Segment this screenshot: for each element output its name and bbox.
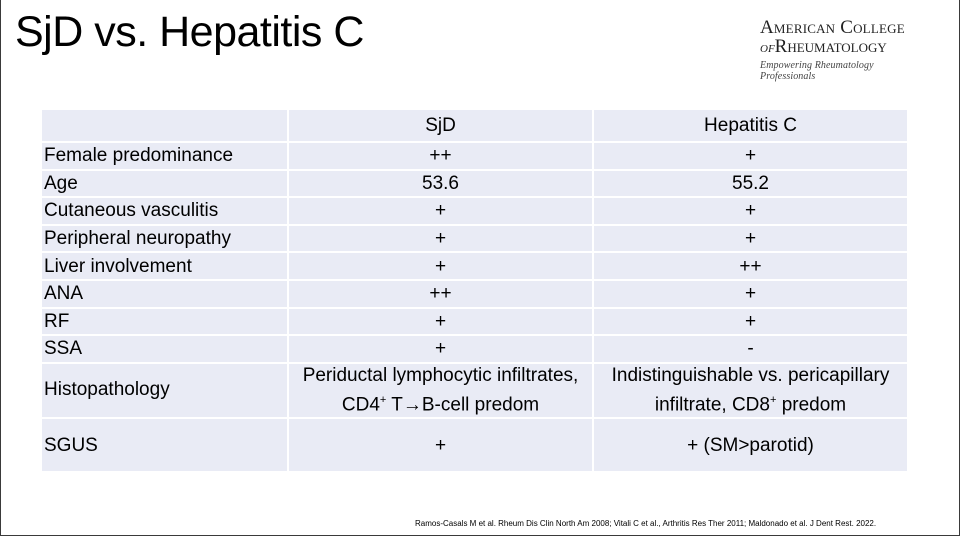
sjd-value: ++ (288, 142, 593, 170)
sjd-value: ++ (288, 280, 593, 308)
hcv-value: + (SM>parotid) (593, 418, 908, 472)
table-row (41, 280, 908, 308)
header-cell-blank (41, 109, 288, 142)
table-row (41, 418, 908, 472)
row-label: Histopathology (41, 363, 288, 418)
row-label: Cutaneous vasculitis (41, 197, 288, 225)
comparison-table (40, 108, 909, 473)
sjd-value: 53.6 (288, 170, 593, 198)
hcv-value: - (593, 335, 908, 363)
row-label: RF (41, 308, 288, 336)
sjd-value: + (288, 335, 593, 363)
table-row (41, 363, 908, 418)
hcv-histo-line-1: Indistinguishable vs. pericapillary (611, 364, 890, 386)
hcv-value (593, 363, 908, 418)
sjd-value: + (288, 225, 593, 253)
table-row (41, 252, 908, 280)
header-cell-sjd: SjD (288, 109, 593, 142)
table-row (41, 335, 908, 363)
row-label: Female predominance (41, 142, 288, 170)
hcv-value: + (593, 225, 908, 253)
hcv-value: + (593, 308, 908, 336)
row-label: SSA (41, 335, 288, 363)
logo-line-2 (760, 37, 930, 58)
sjd-histo-line-1: Periductal lymphocytic infiltrates, (302, 364, 579, 386)
logo-tagline: Empowering Rheumatology Professionals (760, 60, 874, 82)
hcv-histo-line-2: predom (776, 394, 847, 416)
sjd-histo-sup: + (379, 393, 387, 406)
table-header-row (41, 109, 908, 142)
hcv-value: ++ (593, 252, 908, 280)
table-row (41, 197, 908, 225)
row-label: SGUS (41, 418, 288, 472)
sjd-value: + (288, 418, 593, 472)
sjd-value (288, 363, 593, 418)
table-row (41, 170, 908, 198)
sjd-value: + (288, 308, 593, 336)
logo-line-1: American College (760, 17, 905, 38)
row-label: Liver involvement (41, 252, 288, 280)
hcv-value: + (593, 197, 908, 225)
acr-logo (760, 18, 930, 82)
logo-of: of (760, 39, 775, 56)
sjd-value: + (288, 197, 593, 225)
hcv-value: 55.2 (593, 170, 908, 198)
slide-title: SjD vs. Hepatitis C (15, 8, 364, 56)
hcv-histo-sup: + (769, 393, 777, 406)
table-row (41, 308, 908, 336)
sjd-histo-cd4: CD4 (341, 394, 380, 416)
row-label: Peripheral neuropathy (41, 225, 288, 253)
table-row (41, 225, 908, 253)
references-footnote: Ramos-Casals M et al. Rheum Dis Clin North Am 2008; Vitali C et al., Arthritis Res Ther 2011; Maldonado et al. J Dent Rest. 2022. (415, 519, 877, 528)
table-row (41, 142, 908, 170)
sjd-value: + (288, 252, 593, 280)
row-label: Age (41, 170, 288, 198)
hcv-histo-cd8: infiltrate, CD8 (654, 394, 770, 416)
hcv-value: + (593, 280, 908, 308)
sjd-histo-line-2: T→B-cell predom (386, 394, 540, 416)
header-cell-hepatitis-c: Hepatitis C (593, 109, 908, 142)
logo-rheumatology: Rheumatology (774, 36, 887, 57)
hcv-value: + (593, 142, 908, 170)
row-label: ANA (41, 280, 288, 308)
